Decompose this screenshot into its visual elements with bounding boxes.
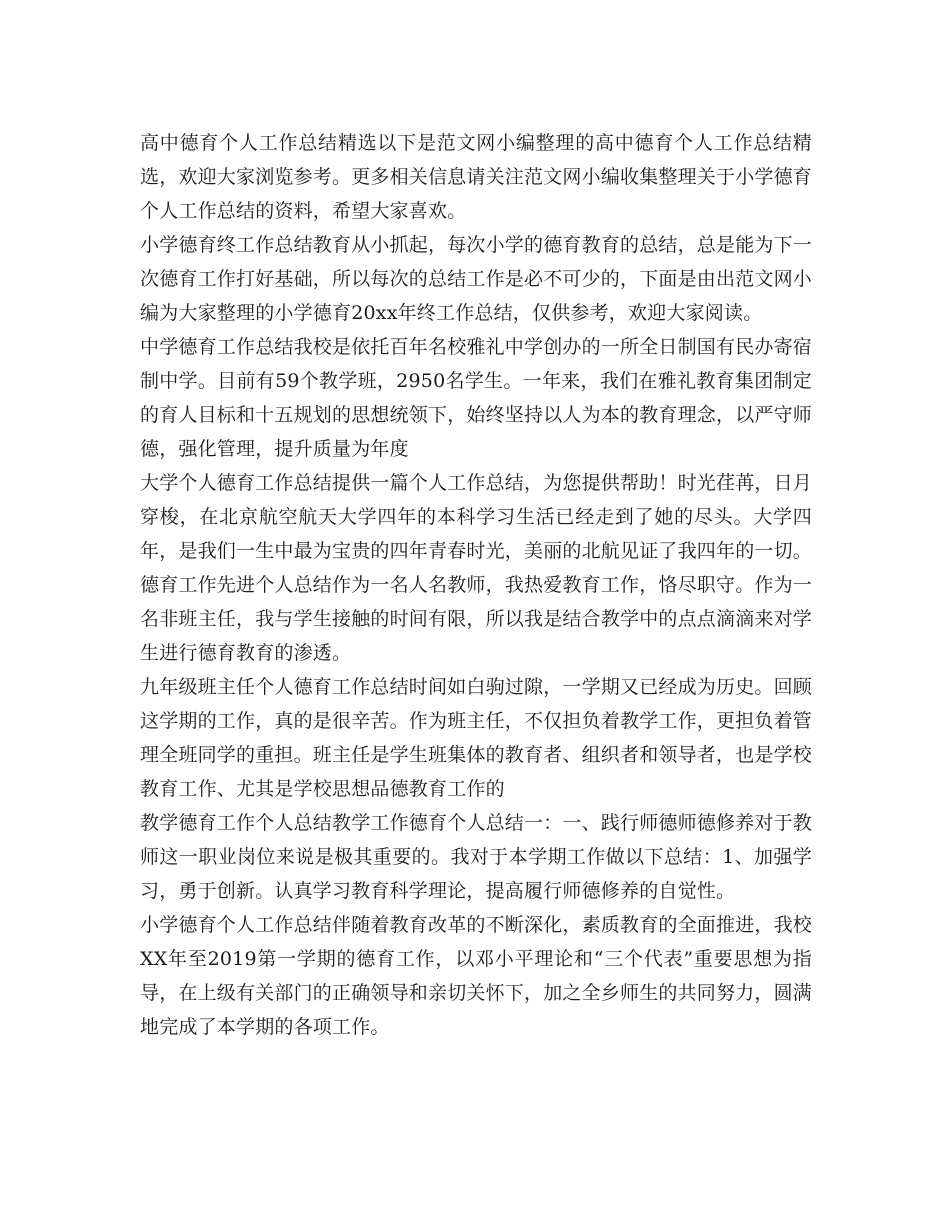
- paragraph-advanced-individual-summary: 德育工作先进个人总结作为一名人名教师，我热爱教育工作，恪尽职守。作为一名非班主任，我与学生接触的时间有限，所以我是结合教学中的点点滴滴来对学生进行德育教育的渗透。: [140, 574, 813, 664]
- paragraph-primary-year-end-summary: 小学德育终工作总结教育从小抓起，每次小学的德育教育的总结，总是能为下一次德育工作打好基础，所以每次的总结工作是必不可少的，下面是由出范文网小编为大家整理的小学德育20xx年终工作总结，仅供参考，欢迎大家阅读。: [140, 234, 813, 324]
- document-body: [140, 126, 812, 1044]
- paragraph-high-school-moral-summary: 高中德育个人工作总结精选以下是范文网小编整理的高中德育个人工作总结精选，欢迎大家浏览参考。更多相关信息请关注范文网小编收集整理关于小学德育个人工作总结的资料，希望大家喜欢。: [140, 132, 813, 222]
- paragraph-grade-nine-teacher-summary: 九年级班主任个人德育工作总结时间如白驹过隙，一学期又已经成为历史。回顾这学期的工作，真的是很辛苦。作为班主任，不仅担负着教学工作，更担负着管理全班同学的重担。班主任是学生班集体的教育者、组织者和领导者，也是学校教育工作、尤其是学校思想品德教育工作的: [140, 676, 813, 800]
- paragraph-teaching-moral-summary: 教学德育工作个人总结教学工作德育个人总结一：一、践行师德师德修养对于教师这一职业岗位来说是极其重要的。我对于本学期工作做以下总结：1、加强学习，勇于创新。认真学习教育科学理论，提高履行师德修养的自觉性。: [140, 812, 813, 902]
- paragraph-university-summary: 大学个人德育工作总结提供一篇个人工作总结，为您提供帮助！时光荏苒，日月穿梭，在北京航空航天大学四年的本科学习生活已经走到了她的尽头。大学四年，是我们一生中最为宝贵的四年青春时光，美丽的北航见证了我四年的一切。: [140, 472, 813, 562]
- paragraph-primary-individual-summary: 小学德育个人工作总结伴随着教育改革的不断深化，素质教育的全面推进，我校XX年至2019第一学期的德育工作，以邓小平理论和“三个代表”重要思想为指导，在上级有关部门的正确领导和亲切关怀下，加之全乡师生的共同努力，圆满地完成了本学期的各项工作。: [140, 914, 813, 1038]
- paragraph-middle-school-summary: 中学德育工作总结我校是依托百年名校雅礼中学创办的一所全日制国有民办寄宿制中学。目前有59个教学班，2950名学生。一年来，我们在雅礼教育集团制定的育人目标和十五规划的思想统领下，始终坚持以人为本的教育理念，以严守师德，强化管理，提升质量为年度: [140, 336, 813, 460]
